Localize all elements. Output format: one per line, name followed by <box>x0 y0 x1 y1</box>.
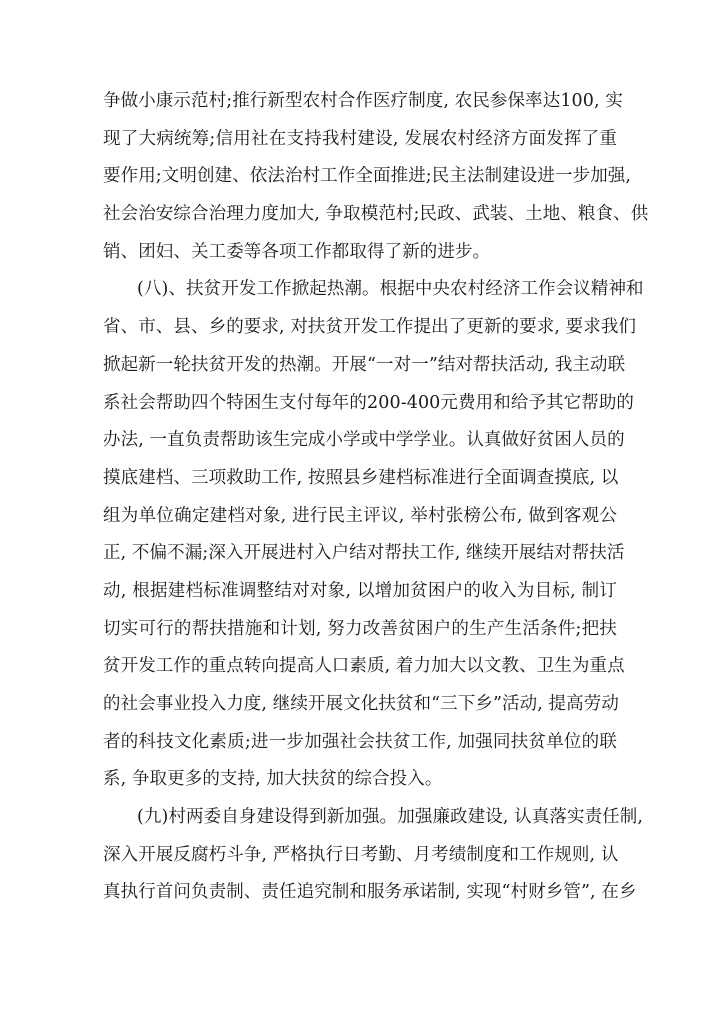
text-line: 办法, 一直负责帮助该生完成小学或中学学业。认真做好贫困人员的 <box>103 430 625 451</box>
text-line: 深入开展反腐朽斗争, 严格执行日考勤、月考绩制度和工作规则, 认 <box>103 844 619 865</box>
paragraph-start-line: (九)村两委自身建设得到新加强。加强廉政建设, 认真落实责任制, <box>137 807 644 828</box>
text-line: 者的科技文化素质;进一步加强社会扶贫工作, 加强同扶贫单位的联 <box>103 731 617 752</box>
text-line: 真执行首问负责制、责任追究制和服务承诺制, 实现“村财乡管”, 在乡 <box>103 882 637 903</box>
text-line: 系, 争取更多的支持, 加大扶贫的综合投入。 <box>103 769 443 790</box>
text-line: 掀起新一轮扶贫开发的热潮。开展“一对一”结对帮扶活动, 我主动联 <box>103 354 626 375</box>
text-line: 销、团妇、关工委等各项工作都取得了新的进步。 <box>103 241 491 262</box>
text-line: 社会治安综合治理力度加大, 争取模范村;民政、武装、土地、粮食、供 <box>103 204 649 225</box>
text-line: 省、市、县、乡的要求, 对扶贫开发工作提出了更新的要求, 要求我们 <box>103 317 637 338</box>
text-line: 要作用;文明创建、依法治村工作全面推进;民主法制建设进一步加强, <box>103 166 632 187</box>
document-body <box>103 83 649 912</box>
text-line: 现了大病统筹;信用社在支持我村建设, 发展农村经济方面发挥了重 <box>103 128 617 149</box>
text-line: 组为单位确定建档对象, 进行民主评议, 举村张榜公布, 做到客观公 <box>103 505 617 526</box>
text-line: 的社会事业投入力度, 继续开展文化扶贫和“三下乡”活动, 提高劳动 <box>103 694 619 714</box>
text-line: 摸底建档、三项救助工作, 按照县乡建档标准进行全面调查摸底, 以 <box>103 467 619 488</box>
text-line: 正, 不偏不漏;深入开展进村入户结对帮扶工作, 继续开展结对帮扶活 <box>103 543 625 564</box>
text-line: 贫开发工作的重点转向提高人口素质, 着力加大以文教、卫生为重点 <box>103 656 625 677</box>
text-line: 切实可行的帮扶措施和计划, 努力改善贫困户的生产生活条件;把扶 <box>103 618 617 639</box>
text-line: 动, 根据建档标准调整结对对象, 以增加贫困户的收入为目标, 制订 <box>103 580 617 601</box>
text-line: 系社会帮助四个特困生支付每年的200-400元费用和给予其它帮助的 <box>103 392 635 413</box>
text-line: 争做小康示范村;推行新型农村合作医疗制度, 农民参保率达100, 实 <box>103 91 623 111</box>
paragraph-start-line: (八)、扶贫开发工作掀起热潮。根据中央农村经济工作会议精神和 <box>137 279 644 300</box>
